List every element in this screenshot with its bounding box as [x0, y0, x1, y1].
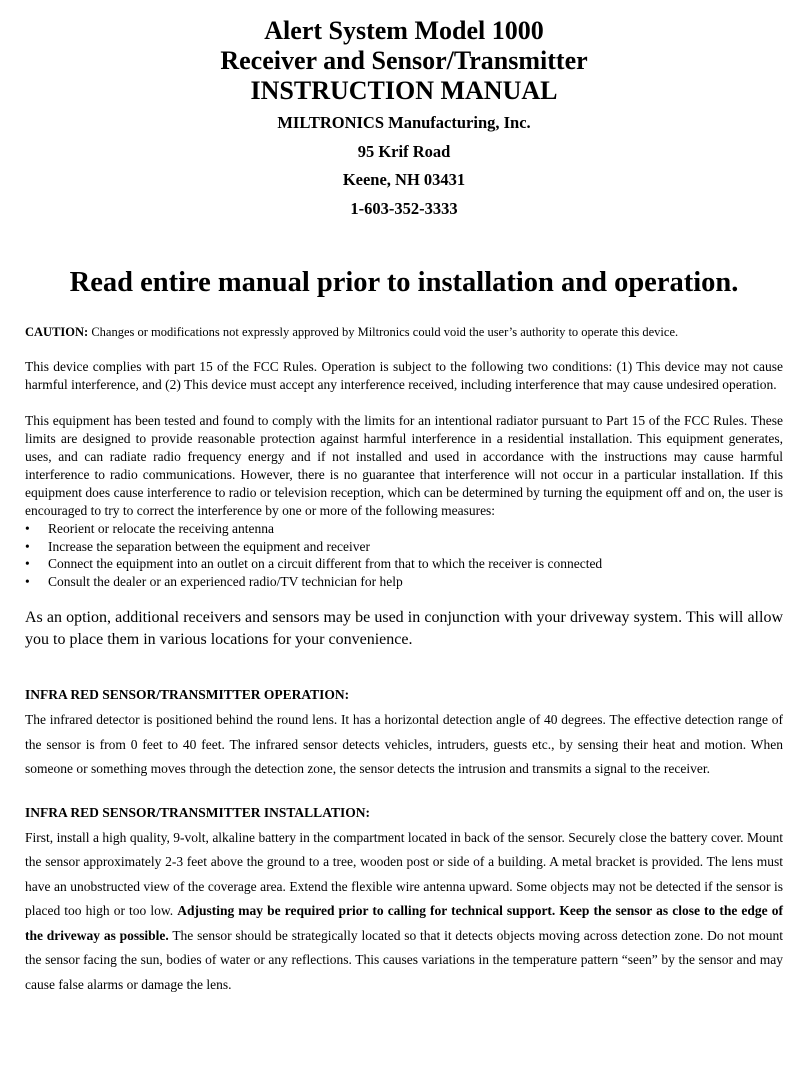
- bullet-icon: •: [25, 573, 30, 589]
- installation-heading: INFRA RED SENSOR/TRANSMITTER INSTALLATION:: [25, 804, 370, 820]
- caution-note: [25, 324, 783, 340]
- operation-heading: INFRA RED SENSOR/TRANSMITTER OPERATION:: [25, 687, 350, 702]
- read-manual-notice: Read entire manual prior to installation and operation.: [69, 267, 739, 298]
- bullet-icon: •: [25, 521, 30, 536]
- caution-label: CAUTION:: [25, 325, 89, 339]
- list-item: • Increase the separation between the equipment and receiver: [25, 538, 370, 554]
- installation-text-part2: The sensor should be strategically located so that it detects objects moving across detection zone. Do not mount the sensor facing the sun, bodies of water or any reflections. This causes variations in the temperature pattern “seen” by the sensor and may cause false alarms or damage the lens.: [25, 927, 783, 992]
- list-item: • Connect the equipment into an outlet on a circuit different from that to which the receiver is connected: [25, 556, 603, 571]
- title-block: [25, 16, 783, 222]
- equipment-paragraph: This equipment has been tested and found to comply with the limits for an intentional radiator pursuant to Part 15 of the FCC Rules. These limits are designed to provide reasonable protection against harmful interference in a residential installation. This equipment generates, uses, and can radiate radio frequency energy and if not installed and used in accordance with the instructions may cause harmful interference to radio communications. However, there is no guarantee that interference will not occur in a particular installation. If this equipment does cause interference to radio or television reception, which can be determined by turning the equipment off and on, the user is encouraged to try to correct the interference by one or more of the following measures:: [25, 413, 783, 518]
- company-street: 95 Krif Road: [357, 141, 451, 161]
- company-phone: 1-603-352-3333: [350, 198, 458, 218]
- title-manual: INSTRUCTION MANUAL: [250, 76, 558, 105]
- bullet-icon: •: [25, 538, 30, 554]
- company-city: Keene, NH 03431: [342, 170, 466, 189]
- caution-text: Changes or modifications not expressly approved by Miltronics could void the user’s authority to operate this device.: [88, 325, 679, 339]
- title-subtitle: Receiver and Sensor/Transmitter: [220, 46, 588, 75]
- fcc-compliance-paragraph: This device complies with part 15 of the FCC Rules. Operation is subject to the following two conditions: (1) This device may not cause harmful interference, and (2) This device must accept any interference received, including interference that may cause undesired operation.: [25, 359, 783, 392]
- option-paragraph: As an option, additional receivers and sensors may be used in conjunction with your driveway system. This will allow you to place them in various locations for your convenience.: [25, 609, 783, 648]
- operation-body: The infrared detector is positioned behind the round lens. It has a horizontal detection angle of 40 degrees. The effective detection range of the sensor is from 0 feet to 40 feet. The infrared sensor detects vehicles, intruders, guests etc., by sensing their heat and motion. When someone or something moves through the detection zone, the sensor detects the intrusion and transmits a signal to the receiver.: [25, 712, 783, 776]
- list-item: • Reorient or relocate the receiving antenna: [25, 521, 275, 536]
- installation-text-part1: First, install a high quality, 9-volt, alkaline battery in the compartment located in back of the sensor. Securely close the battery cover. Mount the sensor approximately 2-3 feet above the ground to a tree, wooden post or side of a building. A metal bracket is provided. The lens must have an unobstructed view of the coverage area. Extend the flexible wire antenna upward. Some objects may not be detected if the sensor is placed too high or too low.: [25, 829, 783, 918]
- title-model: Alert System Model 1000: [264, 16, 544, 45]
- company-name: MILTRONICS Manufacturing, Inc.: [277, 113, 531, 132]
- list-item: • Consult the dealer or an experienced radio/TV technician for help: [25, 573, 403, 589]
- installation-warning: Adjusting may be required prior to calling for technical support. Keep the sensor as close to the edge of the driveway as possible.: [25, 903, 783, 943]
- measures-list: [25, 520, 783, 590]
- bullet-icon: •: [25, 556, 30, 571]
- installation-body: [25, 826, 783, 998]
- manual-page: [25, 0, 783, 997]
